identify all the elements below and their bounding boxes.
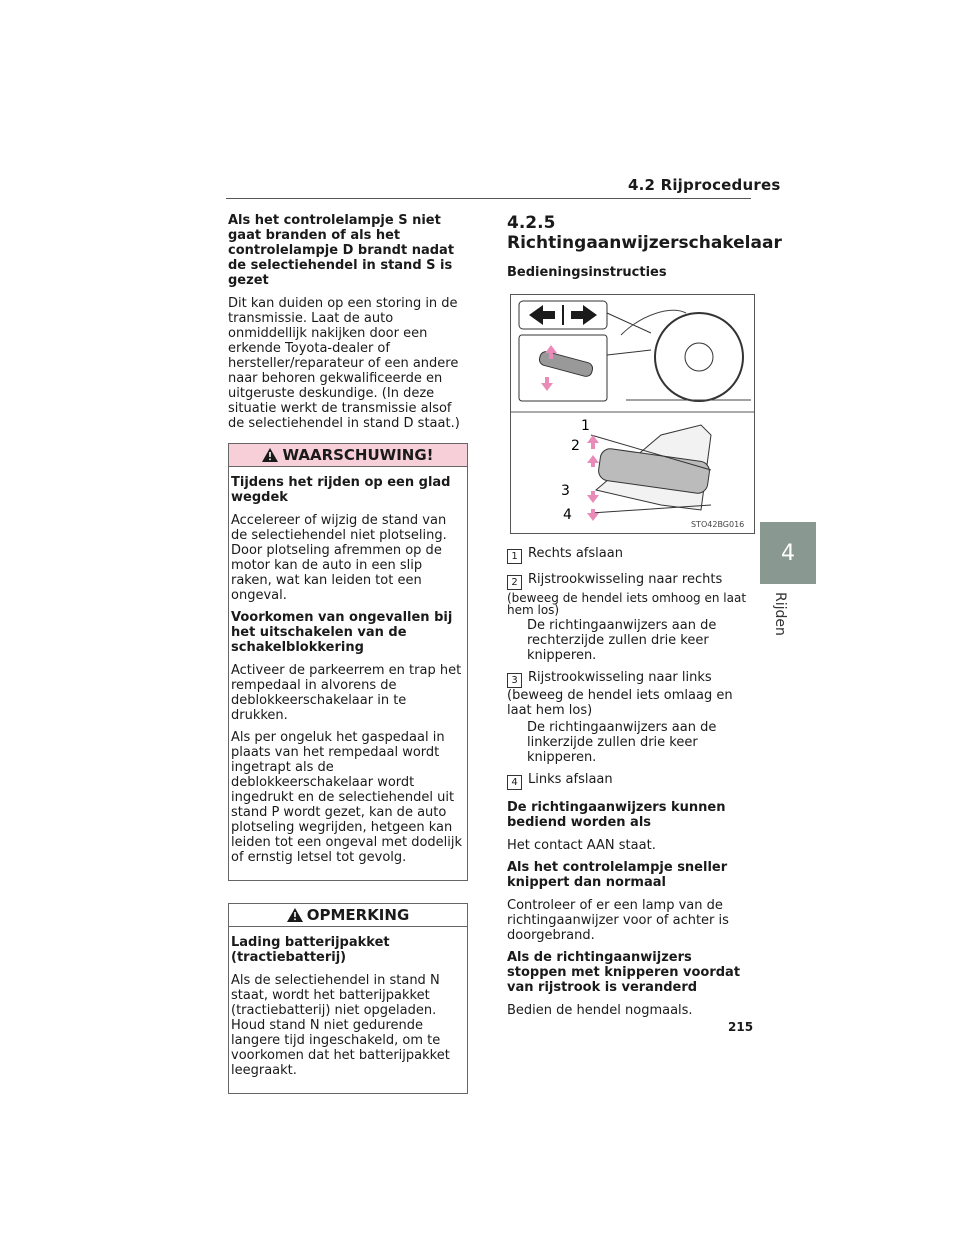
warning-icon [262,448,278,462]
heading-fast-blink: Als het controlelampje sneller knippert dan normaal [507,860,728,890]
page-number: 215 [728,1020,754,1034]
warning-box [228,443,468,881]
turn-signal-illustration [511,295,754,533]
item-3-number: 3 [507,673,522,688]
callout-3: 3 [561,483,570,499]
item-1-text: Rechts afslaan [528,546,623,561]
item-4-text: Links afslaan [528,772,613,787]
heading-stop-blink: Als de richtingaanwijzers stoppen met knipperen voordat van rijstrook is veranderd [507,950,741,995]
warning-header [229,444,467,467]
callout-4: 4 [563,507,572,523]
header-divider [226,198,751,199]
note-title: OPMERKING [306,906,410,924]
left-column [228,213,468,1094]
note-paragraph: Als de selectiehendel in stand N staat, wordt het batterijpakket (tractiebatterij) niet opgeladen. Houd stand N niet gedurende langere tijd ingeschakeld, om te voorkomen dat het batterijpakket leegraakt. [231,973,450,1078]
item-1-number: 1 [507,549,522,564]
item-3-subtext: De richtingaanwijzers aan de linkerzijde zullen drie keer knipperen. [527,720,717,765]
warning-paragraph-3: Als per ongeluk het gaspedaal in plaats van het rempedaal wordt ingetrapt als de deblokkeerschakelaar wordt ingedrukt en de selectiehendel uit stand P wordt gezet, kan de auto plotseling wegrijden, hetgeen kan leiden tot een ongeval met dodelijk of ernstig letsel tot gevolg. [231,730,463,865]
item-2-text: Rijstrookwisseling naar rechts [528,572,723,587]
warning-heading-2: Voorkomen van ongevallen bij het uitschakelen van de schakelblokkering [231,610,453,655]
section-header: 4.2 Rijprocedures [628,176,781,194]
item-3-text: Rijstrookwisseling naar links (beweeg de hendel iets omlaag en laat hem los) [507,670,733,718]
warning-heading-1: Tijdens het rijden op een glad wegdek [231,475,451,505]
chapter-tab: 4 [760,522,816,584]
warning-paragraph-1: Accelereer of wijzig de stand van de selectiehendel niet plotseling. Door plotseling afremmen op de motor kan de auto in een slip raken, wat kan leiden tot een ongeval. [231,513,447,603]
heading-indicator-s: Als het controlelampje S niet gaat branden of als het controlelampje D brandt nadat de selectiehendel in stand S is gezet [228,213,455,288]
item-2-subtext: De richtingaanwijzers aan de rechterzijde zullen drie keer knipperen. [527,618,717,663]
note-header [229,904,467,927]
caution-icon [287,908,303,922]
chapter-label: Rijden [772,592,788,636]
item-2-detail: (beweeg de hendel iets omhoog en laat hem los) [507,591,747,617]
callout-2: 2 [571,438,580,454]
callout-1: 1 [581,418,590,434]
note-heading: Lading batterijpakket (tractiebatterij) [231,935,390,965]
subsection-title: Bedieningsinstructies [507,265,667,280]
item-2-number: 2 [507,575,522,590]
section-title: 4.2.5 Richtingaanwijzerschakelaar [507,213,782,253]
paragraph-stop-blink: Bedien de hendel nogmaals. [507,1003,693,1018]
paragraph-operable: Het contact AAN staat. [507,838,656,853]
figure-code: STO42BG016 [691,520,745,529]
paragraph-indicator-s: Dit kan duiden op een storing in de transmissie. Laat de auto onmiddellijk nakijken door een erkende Toyota-dealer of hersteller/reparateur of een andere naar behoren gekwalificeerde en uitgeruste deskundige. (In deze situatie werkt de transmissie alsof de selectiehendel in stand D staat.) [228,296,460,431]
paragraph-fast-blink: Controleer of er een lamp van de richtingaanwijzer voor of achter is doorgebrand. [507,898,729,943]
heading-operable: De richtingaanwijzers kunnen bediend worden als [507,800,726,830]
item-4-number: 4 [507,775,522,790]
warning-paragraph-2: Activeer de parkeerrem en trap het rempedaal in alvorens de deblokkeerschakelaar in te drukken. [231,663,462,723]
note-box [228,903,468,1094]
warning-title: WAARSCHUWING! [282,446,434,464]
turn-signal-figure [510,294,755,534]
